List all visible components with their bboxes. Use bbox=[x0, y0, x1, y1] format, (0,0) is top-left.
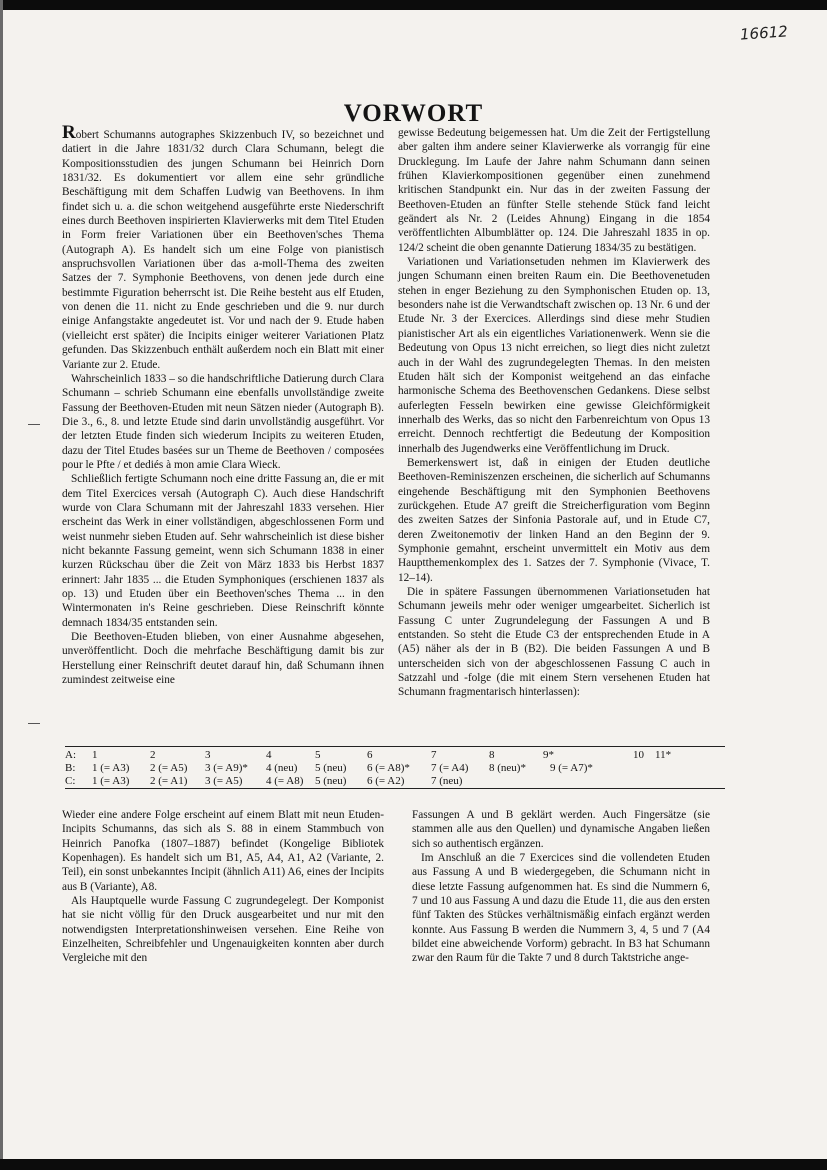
row-label: B: bbox=[65, 761, 76, 774]
paragraph: Als Hauptquelle wurde Fassung C zugrundegelegt. Der Komponist hat sie nicht völlig für den Druck ausgearbeitet und nur mit den notwendigsten Interpretationshinweisen versehen. Eine Reihe von Einzelheiten, Schreibfehler und Ungenauigkeiten konnten aber durch Vergleiche mit den bbox=[62, 895, 384, 965]
paragraph: Wieder eine andere Folge erscheint auf einem Blatt mit neun Etuden-Incipits Schumanns, das sich als S. 88 in einem Stammbuch von Heinrich Panofka (1807–1887) befindet (Kongelige Bibliotek Kopenhagen). Es handelt sich um B1, A5, A4, A1, A2 (Variante, 2. Teil), ein sonst unbekanntes Incipit (ähnlich A11) A6, eines der Incipits aus B (Variante), A8. bbox=[62, 809, 384, 893]
paragraph: Die Beethoven-Etuden blieben, von einer Ausnahme abgesehen, unveröffentlicht. Doch die mehrfache Beschäftigung damit bis zur Herstellung einer Reinschrift deutet darauf hin, daß Schumann ihnen zumindest zeitweise eine bbox=[62, 631, 384, 687]
table-cell: 2 (= A1) bbox=[150, 774, 188, 787]
table-cell: 1 (= A3) bbox=[92, 774, 130, 787]
paragraph: Im Anschluß an die 7 Exercices sind die vollendeten Etuden aus Fassung A und B wiedergegeben, die Schumann nicht in diese letzte Fassung aufgenommen hat. Es sind die Nummern 6, 7 und 10 aus Fassung A und dazu die Etude 11, die aus den ersten fünf Takten des Stückes verhältnismäßig einfach ergänzt werden konnte. Aus Fassung B werden die Nummern 3, 4, 5 und 7 (A4 bildet eine abweichende Vorform) gebracht. In B3 hat Schumann zwar den Raum für die Takte 7 und 8 durch Taktstriche ange- bbox=[412, 852, 710, 965]
table-cell: 7 bbox=[431, 749, 437, 761]
paragraph: Wahrscheinlich 1833 – so die handschriftliche Datierung durch Clara Schumann – schrieb Schumann eine ebenfalls unvollständige zweite Fassung der Beethoven-Etuden mit neun Sätzen nieder (Autograph B). Die 3., 6., 8. und letzte Etude sind darin unvollständig ausgeführt. Vor der letzten Etude finden sich wiederum Incipits zu weiteren Etuden, dazu der Titel Etudes basées sur un Theme de Beethoven / composées pour le Pfte / et dediés à mon amie Clara Wieck. bbox=[62, 372, 384, 471]
table-cell: 4 (neu) bbox=[266, 761, 298, 774]
table-rule-top bbox=[65, 746, 725, 747]
table-cell: 7 (= A4) bbox=[431, 761, 469, 774]
table-cell: 8 (neu)* bbox=[489, 761, 526, 774]
table-cell: 4 bbox=[266, 749, 272, 761]
top-scan-border bbox=[0, 0, 827, 10]
table-cell: 11* bbox=[655, 749, 672, 761]
text-column-left bbox=[62, 122, 384, 687]
table-cell: 8 bbox=[489, 749, 495, 761]
paragraph: Schließlich fertigte Schumann noch eine dritte Fassung an, die er mit dem Titel Exercices versah (Autograph C). Auch diese Handschrift wurde von Clara Schumann mit der Jahreszahl 1833 versehen. Hier erscheint das Werk in einer vollständigen, abgeschlossenen Form und weist nunmehr sieben Etuden auf. Sehr wahrscheinlich ist diese bisher nicht bekannte Fassung gemeint, wenn sich Schumann 1838 in einer kurzen Rückschau über die Zeit von März 1833 bis Herbst 1837 erinnert: Jahr 1835 ... die Etuden Symphoniques (erschienen 1837 als op. 13) und Etuden über ein Beethoven'sches Thema ... in den Wintermonaten in's Reine geschrieben. Diese Reinschrift könnte demnach 1834/35 entstanden sein. bbox=[62, 473, 384, 629]
paragraph: Die in spätere Fassungen übernommenen Variationsetuden hat Schumann jeweils mehr oder weniger umgearbeitet. Sicherlich ist Fassung C unter Zugrundelegung der Fassungen A und B entstanden. So steht die Etude C3 der entsprechenden Etude in A (A5) näher als der in B (B2). Die beiden Fassungen A und B unterscheiden sich von der abgeschlossenen Fassung C auch in Satzzahl und -folge (die mit einem Stern versehenen Etuden hat Schumann fragmentarisch hinterlassen): bbox=[398, 586, 710, 699]
table-cell: 1 bbox=[92, 749, 98, 761]
drop-cap: R bbox=[62, 122, 76, 143]
table-cell: 4 (= A8) bbox=[266, 774, 304, 787]
left-scan-edge bbox=[0, 0, 3, 1170]
page-title: VORWORT bbox=[343, 100, 484, 127]
table-cell: 10 bbox=[633, 749, 644, 761]
paragraph: Variationen und Variationsetuden nehmen im Klavierwerk des jungen Schumann einen breiten Raum ein. Die Beethovenetuden stehen in enger Beziehung zu den Symphonischen Etuden op. 13, besonders nahe ist die Verwandtschaft zwischen op. 13 Nr. 6 und der Etude Nr. 3 der Exercices. Allerdings sind diese mehr Studien pianistischer Art als ein eigentliches Variationenwerk. Wenn sie die Bedeutung von Opus 13 nicht erreichen, so liegt dies nicht zuletzt auch in der Wahl des zugrundegelegten Themas. In den meisten Etuden hält sich der Komponist weitgehend an das einfache harmonische Schema des Beethovenschen Gedankens. Diese selbst auferlegten Fesseln bewirken eine gewisse Gleichförmigkeit innerhalb des Werks, das so nicht den Farbenreichtum von Opus 13 erreicht. Dennoch rechtfertigt die Bedeutung der Komposition innerhalb des Jugendwerks eine Veröffentlichung im Druck. bbox=[398, 256, 710, 455]
paragraph: Fassungen A und B geklärt werden. Auch Fingersätze (sie stammen alle aus den Quellen) und dynamische Angaben ließen sich so authentisch ergänzen. bbox=[412, 809, 710, 850]
margin-mark bbox=[28, 723, 40, 724]
bottom-scan-border bbox=[0, 1159, 827, 1170]
table-cell: 9* bbox=[543, 749, 554, 761]
table-row-c bbox=[65, 775, 725, 788]
paragraph: Bemerkenswert ist, daß in einigen der Etuden deutliche Beethoven-Reminiszenzen erscheinen, die sicherlich auf Schumanns eingehende Beschäftigung mit den Symphonien Beethovens zurückgehen. Etude A7 greift die Streicherfiguration vom Beginn des zweiten Satzes der Sinfonia Pastorale auf, und in Etude C7, deren Zweitonemotiv der linken Hand an den Beginn der 9. Symphonie gemahnt, erscheint unvermittelt ein Motiv aus dem Hauptthemenkomplex des 1. Satzes der 7. Symphonie (Vivace, T. 12–14). bbox=[398, 456, 710, 584]
table-cell: 6 bbox=[367, 749, 373, 761]
table-cell: 5 (neu) bbox=[315, 774, 347, 787]
table-cell: 6 (= A8)* bbox=[367, 761, 410, 774]
text-column-bottom-right bbox=[412, 808, 710, 966]
table-cell: 9 (= A7)* bbox=[550, 761, 593, 774]
row-label: A: bbox=[65, 749, 76, 761]
row-label: C: bbox=[65, 774, 76, 787]
text-column-right bbox=[398, 126, 710, 700]
table-cell: 7 (neu) bbox=[431, 774, 463, 787]
table-cell: 3 (= A9)* bbox=[205, 761, 248, 774]
table-cell: 3 (= A5) bbox=[205, 774, 243, 787]
paragraph bbox=[62, 122, 384, 372]
table-row-a bbox=[65, 749, 725, 762]
table-row-b bbox=[65, 762, 725, 775]
table-rule-bottom bbox=[65, 788, 725, 789]
table-cell: 5 (neu) bbox=[315, 761, 347, 774]
table-cell: 2 (= A5) bbox=[150, 761, 188, 774]
table-cell: 6 (= A2) bbox=[367, 774, 405, 787]
margin-mark bbox=[28, 424, 40, 425]
paragraph: gewisse Bedeutung beigemessen hat. Um die Zeit der Fertigstellung aber galten ihm andere seiner Klavierwerke als vorrangig für eine Drucklegung. Im Laufe der Jahre nahm Schumann dann seinen frühen Klavierkompositionen gegenüber einen zunehmend kritischen Standpunkt ein. Nur das in der zweiten Fassung der Beethoven-Etuden an fünfter Stelle stehende Stück fand leicht geändert als Nr. 2 (Leides Ahnung) Eingang in die 1854 veröffentlichten Albumblätter op. 124. Die Jahreszahl 1835 in op. 124/2 scheint die oben genannte Datierung 1834/35 zu bestätigen. bbox=[398, 127, 710, 254]
table-cell: 5 bbox=[315, 749, 321, 761]
table-cell: 1 (= A3) bbox=[92, 761, 130, 774]
handwritten-page-number: 16612 bbox=[739, 22, 789, 44]
table-cell: 3 bbox=[205, 749, 211, 761]
table-cell: 2 bbox=[150, 749, 156, 761]
paragraph-text: obert Schumanns autographes Skizzenbuch IV, so bezeichnet und datiert in die Jahre 1831/32 durch Clara Schumann, belegt die Kompositionsstudien des jungen Schumann bei Heinrich Dorn 1831/32. Es dokumentiert vor allem eine sehr gründliche Beschäftigung mit dem Schaffen Ludwig van Beethovens. In ihm findet sich u. a. die schon weitgehend ausgeführte erste Niederschrift eines durch Beethoven inspirierten Klavierwerks mit dem Titel Etuden in Form freier Variationen über ein Beethoven'sches Thema (Autograph A). Es handelt sich um eine Folge von pianistisch anspruchsvollen Variationen über das a-moll-Thema des zweiten Satzes der 7. Symphonie Beethovens, von denen jede durch eine bestimmte Figuration beherrscht ist. Die Reihe besteht aus elf Etuden, von denen die 11. nicht zu Ende geschrieben und die 9. nur durch einige Anfangstakte angedeutet ist. Vor und nach der 9. Etude haben (vielleicht erst später) die Incipits einiger weiterer Variationen Platz gefunden. Das Skizzenbuch enthält außerdem noch ein Blatt mit einer Variante zur 2. Etude. bbox=[62, 129, 384, 371]
text-column-bottom-left bbox=[62, 808, 384, 966]
